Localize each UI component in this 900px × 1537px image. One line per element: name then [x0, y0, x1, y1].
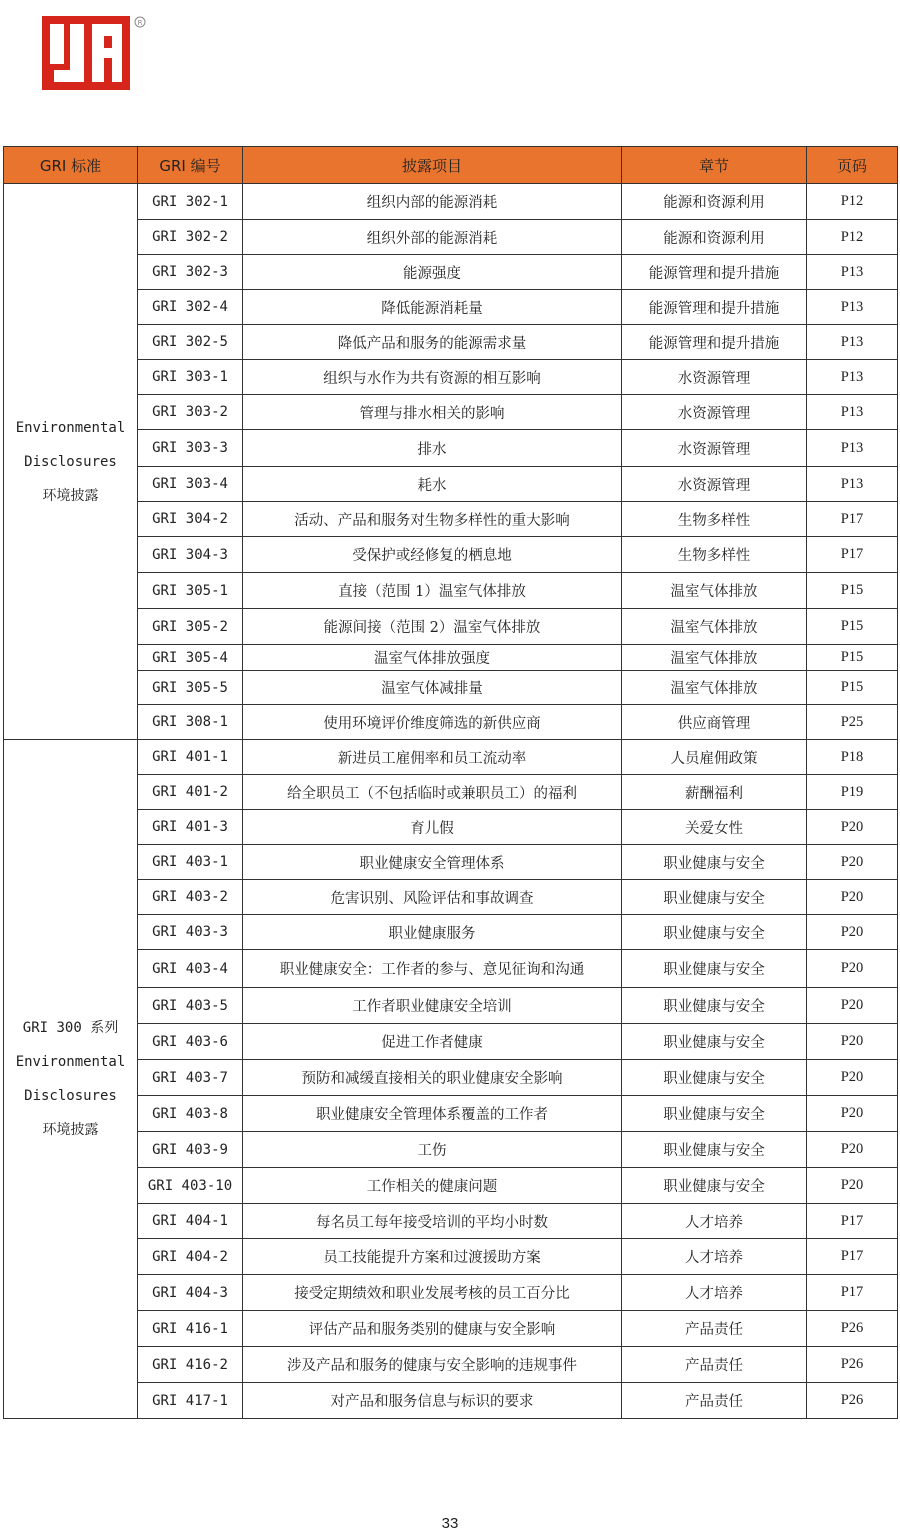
disclosure-cell: 温室气体减排量: [243, 671, 622, 705]
table-row: [4, 537, 898, 573]
disclosure-cell: 职业健康安全管理体系覆盖的工作者: [243, 1096, 622, 1132]
chapter-cell: 人才培养: [622, 1239, 807, 1275]
disclosure-cell: 每名员工每年接受培训的平均小时数: [243, 1204, 622, 1239]
disclosure-cell: 排水: [243, 430, 622, 467]
page-cell: P15: [807, 645, 898, 671]
disclosure-cell: 降低能源消耗量: [243, 290, 622, 325]
chapter-cell: 生物多样性: [622, 502, 807, 537]
code-cell: GRI 403-5: [138, 988, 243, 1024]
page-cell: P26: [807, 1383, 898, 1419]
code-cell: GRI 403-7: [138, 1060, 243, 1096]
chapter-cell: 职业健康与安全: [622, 1132, 807, 1168]
chapter-cell: 水资源管理: [622, 430, 807, 467]
group-label-line: GRI 300 系列: [22, 1020, 119, 1036]
code-cell: GRI 303-1: [138, 360, 243, 395]
code-cell: GRI 403-3: [138, 915, 243, 950]
table-row: [4, 1311, 898, 1347]
disclosure-cell: 直接（范围 1）温室气体排放: [243, 573, 622, 609]
disclosure-cell: 活动、产品和服务对生物多样性的重大影响: [243, 502, 622, 537]
group-label-line: Environmental: [15, 419, 126, 436]
gri-index-table: [3, 146, 898, 1419]
code-cell: GRI 305-2: [138, 609, 243, 645]
code-cell: GRI 401-2: [138, 775, 243, 810]
disclosure-cell: 职业健康服务: [243, 915, 622, 950]
disclosure-cell: 涉及产品和服务的健康与安全影响的违规事件: [243, 1347, 622, 1383]
code-cell: GRI 403-2: [138, 880, 243, 915]
disclosure-cell: 育儿假: [243, 810, 622, 845]
table-row: [4, 1060, 898, 1096]
code-cell: GRI 304-3: [138, 537, 243, 573]
group-label-line: Disclosures: [24, 1088, 117, 1104]
header-gri-standard: GRI 标准: [4, 147, 138, 184]
chapter-cell: 温室气体排放: [622, 609, 807, 645]
page-cell: P13: [807, 360, 898, 395]
chapter-cell: 温室气体排放: [622, 645, 807, 671]
disclosure-cell: 危害识别、风险评估和事故调查: [243, 880, 622, 915]
table-row: [4, 1275, 898, 1311]
page-cell: P15: [807, 671, 898, 705]
page-cell: P20: [807, 1096, 898, 1132]
table-row: [4, 1024, 898, 1060]
chapter-cell: 职业健康与安全: [622, 1060, 807, 1096]
code-cell: GRI 416-2: [138, 1347, 243, 1383]
chapter-cell: 能源和资源利用: [622, 220, 807, 255]
code-cell: GRI 403-8: [138, 1096, 243, 1132]
disclosure-cell: 组织内部的能源消耗: [243, 184, 622, 220]
page-number: 33: [441, 1515, 459, 1532]
page-cell: P15: [807, 573, 898, 609]
disclosure-cell: 预防和减缓直接相关的职业健康安全影响: [243, 1060, 622, 1096]
code-cell: GRI 404-1: [138, 1204, 243, 1239]
table-row: [4, 1096, 898, 1132]
chapter-cell: 职业健康与安全: [622, 988, 807, 1024]
chapter-cell: 水资源管理: [622, 467, 807, 502]
disclosure-cell: 评估产品和服务类别的健康与安全影响: [243, 1311, 622, 1347]
chapter-cell: 人才培养: [622, 1204, 807, 1239]
table-row: [4, 220, 898, 255]
code-cell: GRI 302-5: [138, 325, 243, 360]
chapter-cell: 供应商管理: [622, 705, 807, 740]
header-chapter: 章节: [622, 147, 807, 184]
chapter-cell: 能源管理和提升措施: [622, 290, 807, 325]
table-row: [4, 290, 898, 325]
chapter-cell: 能源和资源利用: [622, 184, 807, 220]
page-cell: P13: [807, 255, 898, 290]
table-row: [4, 255, 898, 290]
disclosure-cell: 工伤: [243, 1132, 622, 1168]
page-cell: P17: [807, 537, 898, 573]
chapter-cell: 产品责任: [622, 1347, 807, 1383]
chapter-cell: 人员雇佣政策: [622, 740, 807, 775]
disclosure-cell: 接受定期绩效和职业发展考核的员工百分比: [243, 1275, 622, 1311]
table-row: [4, 430, 898, 467]
chapter-cell: 职业健康与安全: [622, 915, 807, 950]
table-body: [4, 184, 898, 1419]
table-row: [4, 1383, 898, 1419]
code-cell: GRI 302-2: [138, 220, 243, 255]
disclosure-cell: 促进工作者健康: [243, 1024, 622, 1060]
code-cell: GRI 302-1: [138, 184, 243, 220]
chapter-cell: 薪酬福利: [622, 775, 807, 810]
code-cell: GRI 403-10: [138, 1168, 243, 1204]
code-cell: GRI 305-5: [138, 671, 243, 705]
table-row: [4, 950, 898, 988]
chapter-cell: 关爱女性: [622, 810, 807, 845]
chapter-cell: 职业健康与安全: [622, 1168, 807, 1204]
page-cell: P20: [807, 1060, 898, 1096]
page-cell: P20: [807, 1024, 898, 1060]
gri-standard-group: [4, 740, 138, 1419]
disclosure-cell: 耗水: [243, 467, 622, 502]
table-row: [4, 645, 898, 671]
page-cell: P20: [807, 950, 898, 988]
page-cell: P13: [807, 290, 898, 325]
page-cell: P17: [807, 1204, 898, 1239]
disclosure-cell: 降低产品和服务的能源需求量: [243, 325, 622, 360]
code-cell: GRI 304-2: [138, 502, 243, 537]
table-row: [4, 1168, 898, 1204]
table-row: [4, 1239, 898, 1275]
disclosure-cell: 能源间接（范围 2）温室气体排放: [243, 609, 622, 645]
page-cell: P20: [807, 880, 898, 915]
group-label-line: 环境披露: [42, 1122, 99, 1138]
page-cell: P20: [807, 845, 898, 880]
page-cell: P17: [807, 502, 898, 537]
disclosure-cell: 对产品和服务信息与标识的要求: [243, 1383, 622, 1419]
table-row: [4, 360, 898, 395]
table-row: [4, 915, 898, 950]
page-cell: P20: [807, 915, 898, 950]
chapter-cell: 产品责任: [622, 1383, 807, 1419]
page-cell: P12: [807, 220, 898, 255]
table-header-row: [4, 147, 898, 184]
page-cell: P17: [807, 1239, 898, 1275]
group-label-line: Environmental: [15, 1054, 126, 1070]
table-row: [4, 740, 898, 775]
table-row: [4, 395, 898, 430]
disclosure-cell: 给全职员工（不包括临时或兼职员工）的福利: [243, 775, 622, 810]
page-cell: P13: [807, 395, 898, 430]
code-cell: GRI 404-2: [138, 1239, 243, 1275]
code-cell: GRI 416-1: [138, 1311, 243, 1347]
chapter-cell: 职业健康与安全: [622, 845, 807, 880]
svg-text:R: R: [137, 19, 143, 27]
chapter-cell: 职业健康与安全: [622, 880, 807, 915]
chapter-cell: 产品责任: [622, 1311, 807, 1347]
chapter-cell: 职业健康与安全: [622, 1096, 807, 1132]
chapter-cell: 能源管理和提升措施: [622, 325, 807, 360]
disclosure-cell: 员工技能提升方案和过渡援助方案: [243, 1239, 622, 1275]
table-row: [4, 467, 898, 502]
page-cell: P19: [807, 775, 898, 810]
disclosure-cell: 工作相关的健康问题: [243, 1168, 622, 1204]
page-cell: P15: [807, 609, 898, 645]
code-cell: GRI 417-1: [138, 1383, 243, 1419]
code-cell: GRI 403-1: [138, 845, 243, 880]
page-cell: P25: [807, 705, 898, 740]
code-cell: GRI 303-3: [138, 430, 243, 467]
disclosure-cell: 组织与水作为共有资源的相互影响: [243, 360, 622, 395]
disclosure-cell: 新进员工雇佣率和员工流动率: [243, 740, 622, 775]
page-cell: P20: [807, 1132, 898, 1168]
page-cell: P13: [807, 430, 898, 467]
header-gri-code: GRI 编号: [138, 147, 243, 184]
code-cell: GRI 308-1: [138, 705, 243, 740]
code-cell: GRI 305-1: [138, 573, 243, 609]
chapter-cell: 职业健康与安全: [622, 950, 807, 988]
group-label-line: Disclosures: [24, 453, 117, 470]
page-cell: P13: [807, 325, 898, 360]
disclosure-cell: 能源强度: [243, 255, 622, 290]
code-cell: GRI 303-4: [138, 467, 243, 502]
code-cell: GRI 302-4: [138, 290, 243, 325]
table-row: [4, 988, 898, 1024]
disclosure-cell: 职业健康安全管理体系: [243, 845, 622, 880]
chapter-cell: 水资源管理: [622, 360, 807, 395]
gri-standard-group: [4, 184, 138, 740]
table-row: [4, 609, 898, 645]
table-row: [4, 671, 898, 705]
page-cell: P18: [807, 740, 898, 775]
chapter-cell: 温室气体排放: [622, 573, 807, 609]
table-row: [4, 502, 898, 537]
page-cell: P20: [807, 1168, 898, 1204]
code-cell: GRI 303-2: [138, 395, 243, 430]
group-label-line: 环境披露: [42, 487, 99, 504]
page-cell: P20: [807, 988, 898, 1024]
code-cell: GRI 302-3: [138, 255, 243, 290]
code-cell: GRI 403-9: [138, 1132, 243, 1168]
table-row: [4, 1132, 898, 1168]
page-cell: P20: [807, 810, 898, 845]
chapter-cell: 温室气体排放: [622, 671, 807, 705]
chapter-cell: 能源管理和提升措施: [622, 255, 807, 290]
header-page: 页码: [807, 147, 898, 184]
chapter-cell: 生物多样性: [622, 537, 807, 573]
table-row: [4, 810, 898, 845]
table-row: [4, 880, 898, 915]
disclosure-cell: 使用环境评价维度筛选的新供应商: [243, 705, 622, 740]
table-row: [4, 1204, 898, 1239]
disclosure-cell: 受保护或经修复的栖息地: [243, 537, 622, 573]
page-cell: P17: [807, 1275, 898, 1311]
code-cell: GRI 404-3: [138, 1275, 243, 1311]
code-cell: GRI 403-4: [138, 950, 243, 988]
disclosure-cell: 职业健康安全：工作者的参与、意见征询和沟通: [243, 950, 622, 988]
table-row: [4, 1347, 898, 1383]
code-cell: GRI 305-4: [138, 645, 243, 671]
page-cell: P26: [807, 1311, 898, 1347]
chapter-cell: 职业健康与安全: [622, 1024, 807, 1060]
table-row: [4, 325, 898, 360]
table-row: [4, 184, 898, 220]
code-cell: GRI 401-1: [138, 740, 243, 775]
table-row: [4, 845, 898, 880]
code-cell: GRI 401-3: [138, 810, 243, 845]
code-cell: GRI 403-6: [138, 1024, 243, 1060]
table-row: [4, 573, 898, 609]
table-row: [4, 775, 898, 810]
chapter-cell: 水资源管理: [622, 395, 807, 430]
disclosure-cell: 温室气体排放强度: [243, 645, 622, 671]
chapter-cell: 人才培养: [622, 1275, 807, 1311]
table-row: [4, 705, 898, 740]
disclosure-cell: 工作者职业健康安全培训: [243, 988, 622, 1024]
page-cell: P12: [807, 184, 898, 220]
disclosure-cell: 组织外部的能源消耗: [243, 220, 622, 255]
page-cell: P13: [807, 467, 898, 502]
company-logo: [40, 14, 150, 94]
header-disclosure: 披露项目: [243, 147, 622, 184]
page-cell: P26: [807, 1347, 898, 1383]
disclosure-cell: 管理与排水相关的影响: [243, 395, 622, 430]
